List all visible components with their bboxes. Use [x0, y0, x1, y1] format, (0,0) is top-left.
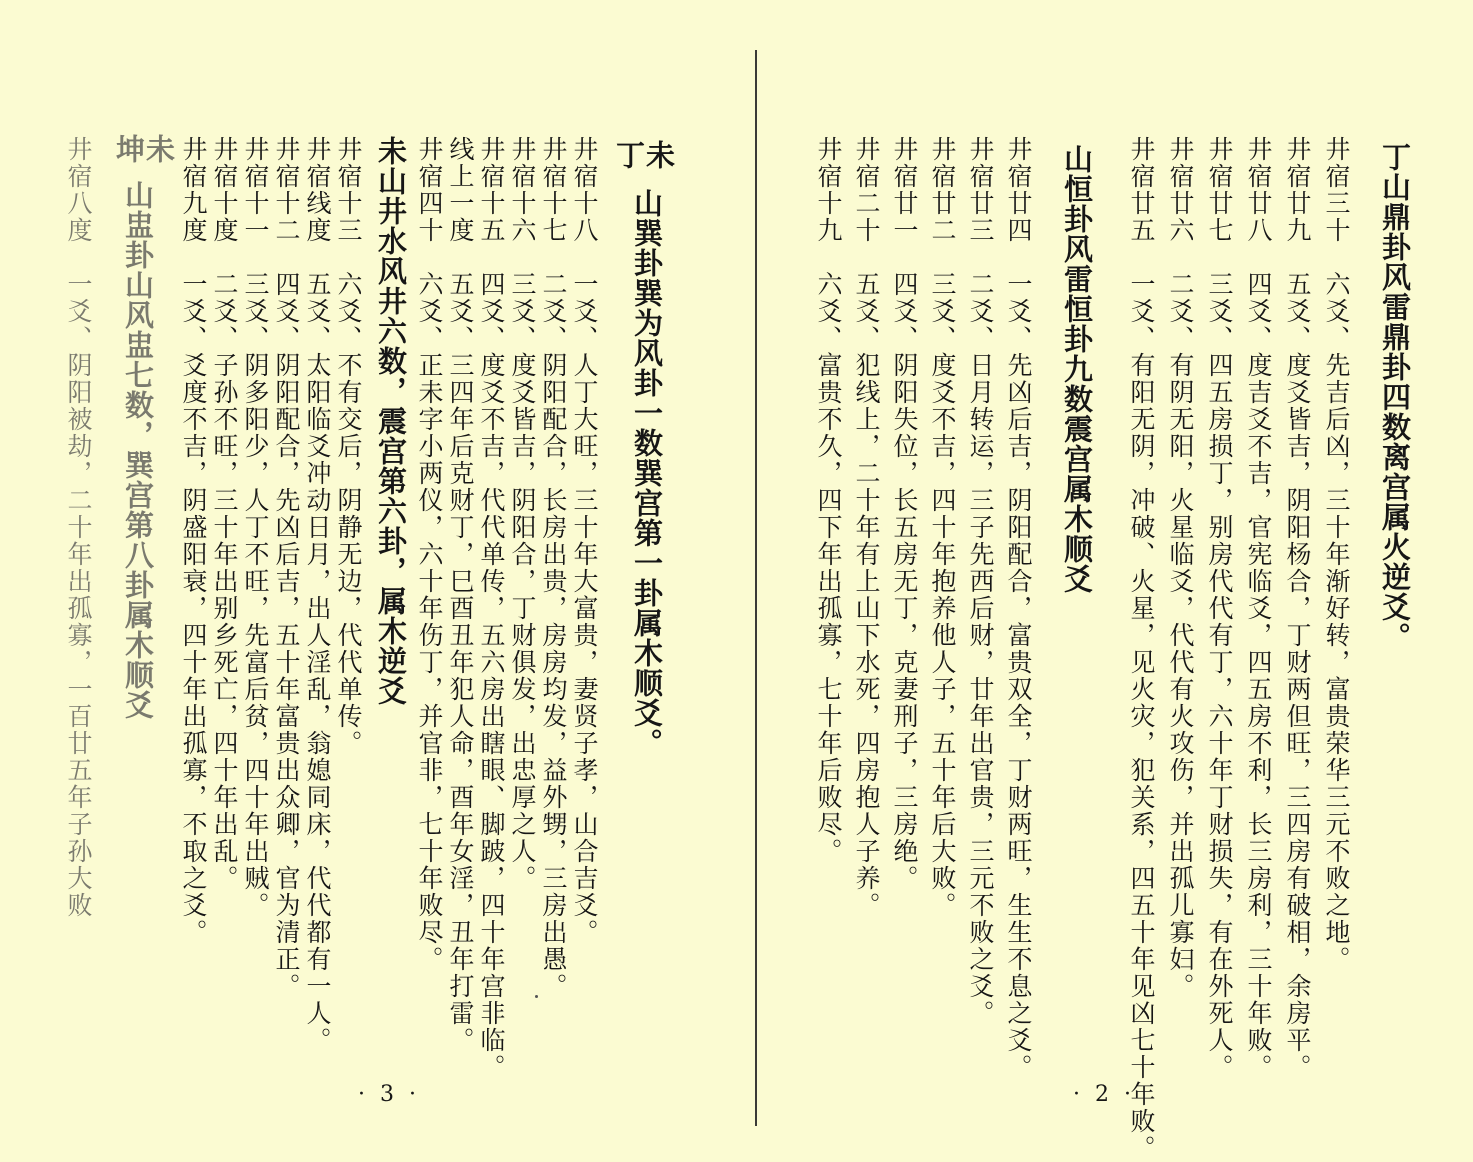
ink-speck	[535, 995, 538, 998]
verse-line: 井宿廿九 五爻、度爻皆吉，阴阳杨合，丁财两但旺，三四房有破相，余房平。	[1283, 136, 1312, 1081]
verse-line: 井宿线度 五爻、太阳临爻冲动日月，出人淫乱，翁媳同床，代代都有一人。	[303, 136, 332, 1054]
section-title: 丁山鼎卦风雷鼎卦四数离宫属火逆爻。	[1378, 142, 1412, 652]
page-number: · 3 ·	[358, 1082, 420, 1107]
section-title: 山盅卦山风盅七数，巽宫第八卦属木顺爻	[121, 180, 155, 720]
page-number: · 2 ·	[1073, 1082, 1135, 1107]
verse-line: 井宿十七 二爻、阴阳配合，长房出贵，房房均发，益外甥，三房出愚。	[539, 136, 568, 1000]
verse-line: 井宿廿三 二爻、日月转运，三子先西后财，廿年出官贵，三元不败之爻。	[966, 136, 995, 1027]
verse-line: 井宿十三 六爻、不有交后，阴静无边，代代单传。	[334, 136, 363, 757]
heading-char: 未	[142, 134, 176, 164]
right-page	[758, 0, 1473, 1162]
verse-line: 井宿廿八 四爻、度吉爻不吉，官宪临爻，四五房不利，长三房利，三十年败。	[1244, 136, 1273, 1081]
verse-line: 井宿十六 三爻、度爻皆吉，阴阳合，丁财俱发，出忠厚之人。	[508, 136, 537, 892]
verse-line: 井宿廿五 一爻、有阳无阴，冲破、火星，见火灾，犯关系，四五十年见凶七十年败。	[1127, 136, 1156, 1162]
verse-line: 井宿廿七 三爻、四五房损丁，别房代代有丁，六十年丁财损失，有在外死人。	[1205, 136, 1234, 1081]
verse-line: 井宿十五 四爻、度爻不吉，代代单传，五六房出瞎眼、脚跛，四十年宫非临。	[477, 136, 506, 1081]
verse-line: 井宿九度 一爻、爻度不吉，阴盛阳衰，四十年出孤寡，不取之爻。	[179, 136, 208, 946]
section-title: 未山井水风井六数，震宫第六卦，属木逆爻	[374, 136, 408, 706]
verse-line: 井宿十度 二爻、子孙不旺，三十年出别乡死亡，四十年出乱。	[210, 136, 239, 892]
verse-line: 井宿十九 六爻、富贵不久，四下年出孤寡，七十年后败尽。	[814, 136, 843, 865]
section-title: 山恒卦风雷恒卦九数震宫属木顺爻	[1060, 144, 1094, 594]
verse-line: 井宿廿四 一爻、先凶后吉，阴阳配合，富贵双全，丁财两旺，生生不息之爻。	[1004, 136, 1033, 1081]
verse-line: 井宿十二 四爻、阴阳配合，先凶后吉，五十年富贵出众卿，官为清正。	[272, 136, 301, 1000]
verse-line: 井宿二十 五爻、犯线上，二十年有上山下水死，四房抱人子养。	[852, 136, 881, 919]
verse-line: 井宿廿一 四爻、阴阳失位，长五房无丁，克妻刑子，三房绝。	[890, 136, 919, 892]
verse-line: 井宿八度 一爻、阴阳被劫，二十年出孤寡，一百廿五年子孙大败	[64, 136, 93, 919]
heading-char: 丁	[612, 140, 646, 170]
left-page	[0, 0, 756, 1126]
section-title: 山巽卦巽为风卦一数巽宫第一卦属木顺爻。	[630, 188, 664, 758]
verse-line: 线上一度 五爻、三四年后克财丁，巳酉丑年犯人命，酉年女淫，丑年打雷。	[446, 136, 475, 1054]
verse-line: 井宿三十 六爻、先吉后凶，三十年渐好转，富贵荣华三元不败之地。	[1322, 136, 1351, 973]
verse-line: 井宿十一 三爻、阴多阳少，人丁不旺，先富后贫，四十年出贼。	[241, 136, 270, 919]
verse-line: 井宿四十 六爻、正未字小两仪，六十年伤丁，并官非，七十年败尽。	[415, 136, 444, 973]
verse-line: 井宿廿六 二爻、有阴无阳，火星临爻，代代有火攻伤，并出孤儿寡妇。	[1166, 136, 1195, 1000]
heading-char: 未	[642, 140, 676, 170]
verse-line: 井宿十八 一爻、人丁大旺，三十年大富贵，妻贤子孝，山合吉爻。	[570, 136, 599, 946]
verse-line: 井宿廿二 三爻、度爻不吉，四十年抱养他人子，五十年后大败。	[928, 136, 957, 919]
heading-char: 坤	[112, 134, 146, 164]
